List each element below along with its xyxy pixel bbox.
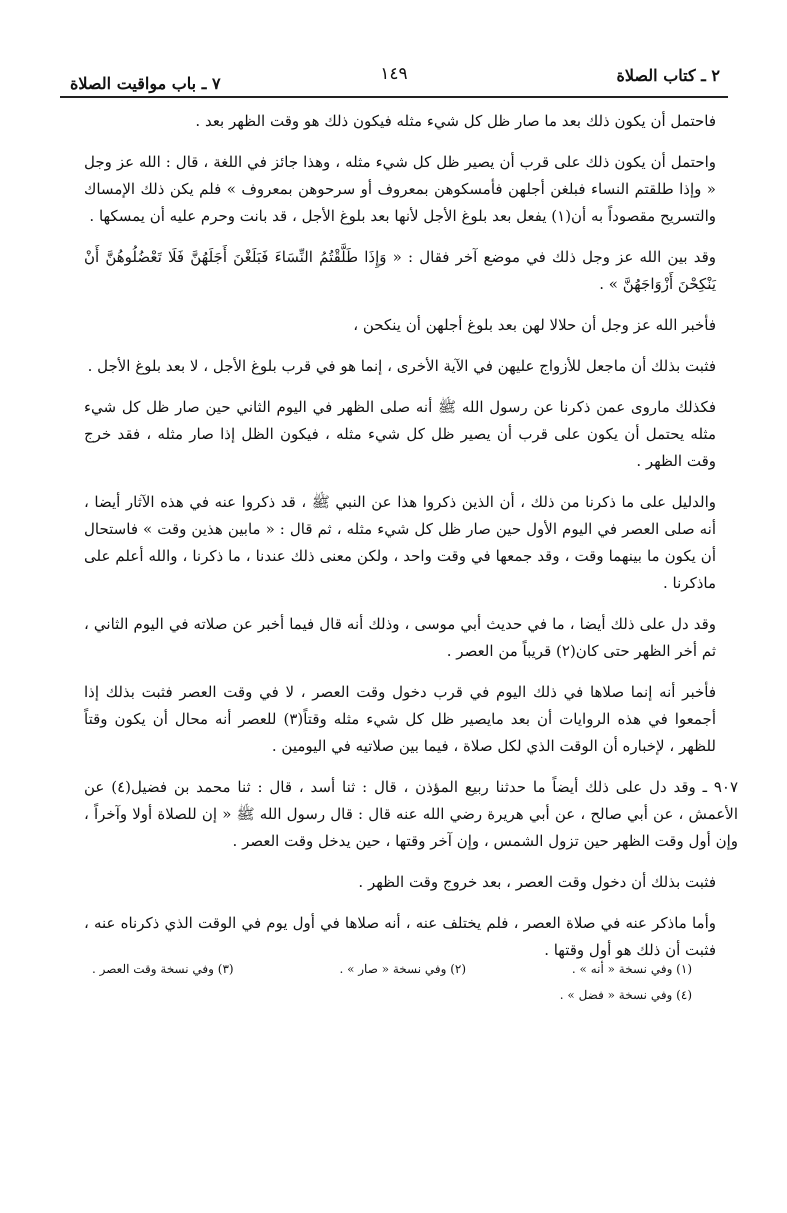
footnote-4: (٤) وفي نسخة « فضل » . bbox=[559, 988, 692, 1002]
paragraph-6: فكذلك ماروى عمن ذكرنا عن رسول الله ﷺ أنه صلى الظهر في اليوم الثاني حين صار ظل كل شيء مثله يحتمل أن يكون على قرب أن يصير ظل كل شيء مثله ، فيكون الظل إذا صار مثله ، فقد خرج وقت الظهر . bbox=[84, 398, 716, 470]
hadith-907: ٩٠٧ ـ وقد دل على ذلك أيضاً ما حدثنا ربيع المؤذن ، قال : ثنا أسد ، قال : ثنا محمد بن فضيل(٤) عن الأعمش ، عن أبي صالح ، عن أبي هريرة رضي الله عنه قال : قال رسول الله ﷺ « إن للصلاة أولا وآخراً ، وإن أول وقت الظهر حين تزول الشمس ، وإن آخر وقتها ، حين يدخل وقت العصر . bbox=[84, 778, 738, 850]
footnote-3: (٣) وفي نسخة وقت العصر . bbox=[92, 962, 234, 976]
book-title: ٢ ـ كتاب الصلاة bbox=[616, 66, 720, 85]
paragraph-3: وقد بين الله عز وجل ذلك في موضع آخر فقال : « وَإِذَا طَلَّقْتُمُ النِّسَاءَ فَبَلَغْنَ أَجَلَهُنَّ فَلَا تَعْضُلُوهُنَّ أَنْ يَنْكِحْنَ أَزْوَاجَهُنَّ » . bbox=[84, 248, 716, 293]
footnote-1: (١) وفي نسخة « أنه » . bbox=[571, 962, 692, 976]
page-header bbox=[60, 58, 728, 98]
footnote-row-1 bbox=[92, 956, 692, 982]
paragraph-12: وأما ماذكر عنه في صلاة العصر ، فلم يختلف عنه ، أنه صلاها في أول يوم في الوقت الذي ذكرناه عنه ، فثبت أن ذلك هو أول وقتها . bbox=[84, 914, 716, 959]
header-rule bbox=[60, 96, 728, 98]
paragraph-7: والدليل على ما ذكرنا من ذلك ، أن الذين ذكروا هذا عن النبي ﷺ ، قد ذكروا عنه في هذه الآثار أيضا ، أنه صلى العصر في اليوم الأول حين صار ظل كل شيء مثله ، ثم قال : « مابين هذين وقت » فاستحال أن يكون ما بينهما وقت ، وقد جمعها في وقت واحد ، ولكن معنى ذلك عندنا ، ما ذكرنا ، والله أعلم على ماذكرنا . bbox=[84, 493, 716, 592]
footnote-row-2 bbox=[92, 982, 692, 1008]
paragraph-2: واحتمل أن يكون ذلك على قرب أن يصير ظل كل شيء مثله ، وهذا جائز في اللغة ، قال : الله عز وجل « وإذا طلقتم النساء فبلغن أجلهن فأمسكوهن بمعروف أو سرحوهن بمعروف » فلم يكن ذلك الإمساك والتسريح مقصوداً به أن(١) يفعل بعد بلوغ الأجل لأنها بعد بلوغ الأجل ، قد بانت وحرم عليه أن يمسكها . bbox=[84, 153, 716, 225]
footnote-2: (٢) وفي نسخة « صار » . bbox=[339, 962, 467, 976]
chapter-title: ٧ ـ باب مواقيت الصلاة bbox=[70, 74, 221, 93]
paragraph-5: فثبت بذلك أن ماجعل للأزواج عليهن في الآية الأخرى ، إنما هو في قرب بلوغ الأجل ، لا بعد بلوغ الأجل . bbox=[87, 357, 716, 375]
paragraph-8: وقد دل على ذلك أيضا ، ما في حديث أبي موسى ، وذلك أنه قال فيما أخبر عن صلاته في اليوم الثاني ، ثم أخر الظهر حتى كان(٢) قريباً من العصر . bbox=[84, 615, 716, 660]
paragraph-9: فأخبر أنه إنما صلاها في ذلك اليوم في قرب دخول وقت العصر ، لا في وقت العصر فثبت بذلك إذا أجمعوا في هذه الروايات أن بعد مايصير ظل كل شيء مثله وقتاً(٣) للعصر أنه محال أن يكون وقتاً للظهر ، لإخباره أن الوقت الذي لكل صلاة ، فيما بين صلاتيه في اليومين . bbox=[84, 683, 716, 755]
paragraph-11: فثبت بذلك أن دخول وقت العصر ، بعد خروج وقت الظهر . bbox=[358, 873, 716, 891]
footnotes bbox=[92, 956, 692, 1008]
paragraph-4: فأخبر الله عز وجل أن حلالا لهن بعد بلوغ أجلهن أن ينكحن ، bbox=[353, 316, 716, 334]
paragraph-1: فاحتمل أن يكون ذلك بعد ما صار ظل كل شيء مثله فيكون ذلك هو وقت الظهر بعد . bbox=[195, 112, 716, 130]
page-number: ١٤٩ bbox=[380, 64, 408, 84]
main-text bbox=[84, 108, 738, 978]
